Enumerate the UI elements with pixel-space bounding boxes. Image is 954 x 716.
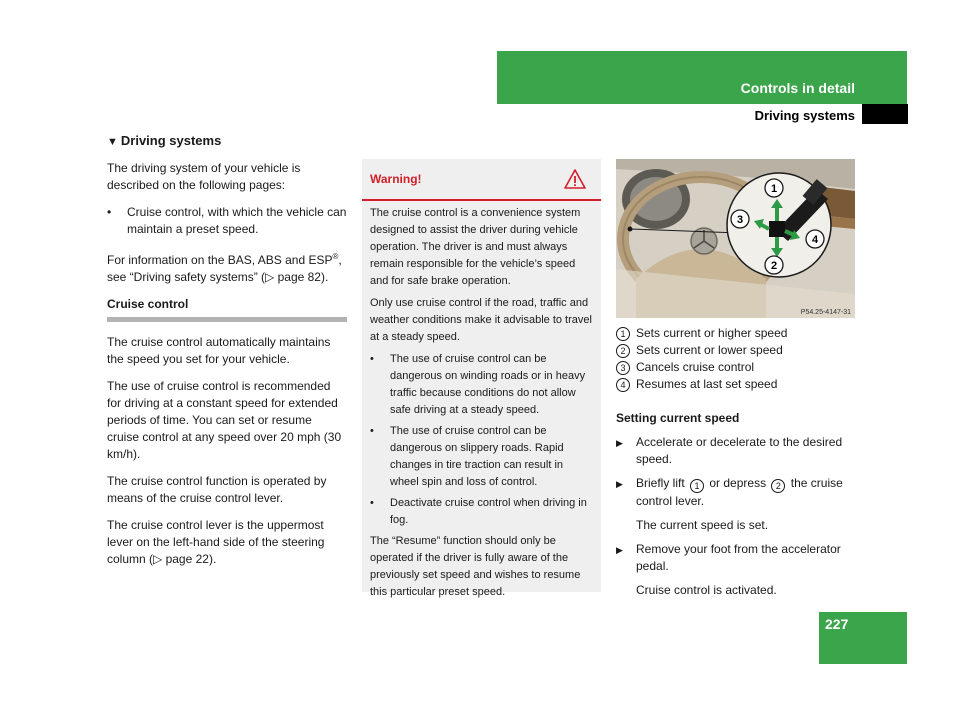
warning-paragraph: The cruise control is a convenience system designed to assist the driver during vehicle operation. The driver is and must always remain responsible for the vehicle’s speed and for safe brake operation. (370, 207, 581, 287)
warning-list-item: • Deactivate cruise control when driving in fog. (370, 495, 593, 529)
cruise-control-lever-figure (616, 159, 855, 318)
page-heading: ▼ Driving systems (107, 133, 222, 148)
section-title: Controls in detail (740, 80, 855, 96)
warning-triangle-icon (563, 168, 587, 195)
warning-list-item: • The use of cruise control can be dangerous on winding roads or in heavy traffic because conditions do not allow safe driving at a steady speed. (370, 351, 593, 419)
warning-list-item: • The use of cruise control can be dangerous on slippery roads. Rapid changes in tire traction can result in wheel spin and loss of control. (370, 423, 593, 491)
legend-item: 2 Sets current or lower speed (616, 342, 861, 359)
bullet-icon: • (370, 353, 374, 365)
callout-4: 4 (811, 234, 819, 246)
bullet-icon: • (107, 205, 112, 219)
callout-2: 2 (770, 260, 778, 272)
right-column (616, 325, 861, 606)
paragraph: The use of cruise control is recommended for driving at a constant speed for extended periods of time. You can set or resume cruise control at any speed over 20 mph (30 km/h). (107, 379, 342, 461)
callout-3: 3 (736, 214, 744, 226)
legend-item: 3 Cancels cruise control (616, 359, 861, 376)
paragraph: The cruise control lever is the uppermost lever on the left-hand side of the steering column (▷ page 22). (107, 518, 325, 566)
triangle-right-icon: ▶ (616, 479, 623, 489)
bullet-icon: • (370, 425, 374, 437)
step-item: ▶ Briefly lift 1 or depress 2 the cruise control lever. (616, 476, 843, 508)
warning-paragraph: The “Resume” function should only be operated if the driver is fully aware of the previously set speed and wishes to resume this particular preset speed. (370, 535, 581, 598)
page-number: 227 (825, 616, 849, 632)
subsection-title: Driving systems (754, 108, 855, 123)
list-item: • Cruise control, with which the vehicle can maintain a preset speed. (107, 205, 347, 236)
setting-speed-heading: Setting current speed (616, 411, 740, 425)
warning-title: Warning! (370, 172, 422, 186)
intro-text: The driving system of your vehicle is described on the following pages: (107, 161, 301, 192)
step-result: The current speed is set. (636, 518, 769, 532)
header-bar (497, 51, 907, 104)
bullet-icon: • (370, 497, 374, 509)
cruise-control-heading: Cruise control (107, 296, 347, 322)
step-item: ▶ Accelerate or decelerate to the desired speed. (616, 435, 843, 466)
legend-item: 1 Sets current or higher speed (616, 325, 861, 342)
header-marker (862, 104, 908, 124)
left-column (107, 132, 347, 578)
legend-item: 4 Resumes at last set speed (616, 376, 861, 393)
warning-box (362, 159, 601, 598)
page-number-box (819, 612, 907, 664)
paragraph: The cruise control automatically maintains the speed you set for your vehicle. (107, 335, 331, 366)
triangle-down-icon: ▼ (107, 136, 118, 148)
figure-code: P54.25-4147-31 (800, 309, 851, 316)
warning-body (362, 201, 601, 601)
warning-header (362, 159, 601, 201)
step-item: ▶ Remove your foot from the accelerator pedal. (616, 542, 841, 573)
steering-wheel-illustration (616, 159, 855, 318)
step-result: Cruise control is activated. (636, 583, 777, 597)
triangle-right-icon: ▶ (616, 545, 623, 555)
info-text: For information on the BAS, ABS and ESP®, see “Driving safety systems” (▷ page 82). (107, 252, 342, 284)
callout-1: 1 (770, 183, 778, 195)
triangle-right-icon: ▶ (616, 438, 623, 448)
warning-paragraph: Only use cruise control if the road, traffic and weather conditions make it advisable to travel at a steady speed. (370, 297, 592, 343)
paragraph: The cruise control function is operated by means of the cruise control lever. (107, 474, 327, 505)
